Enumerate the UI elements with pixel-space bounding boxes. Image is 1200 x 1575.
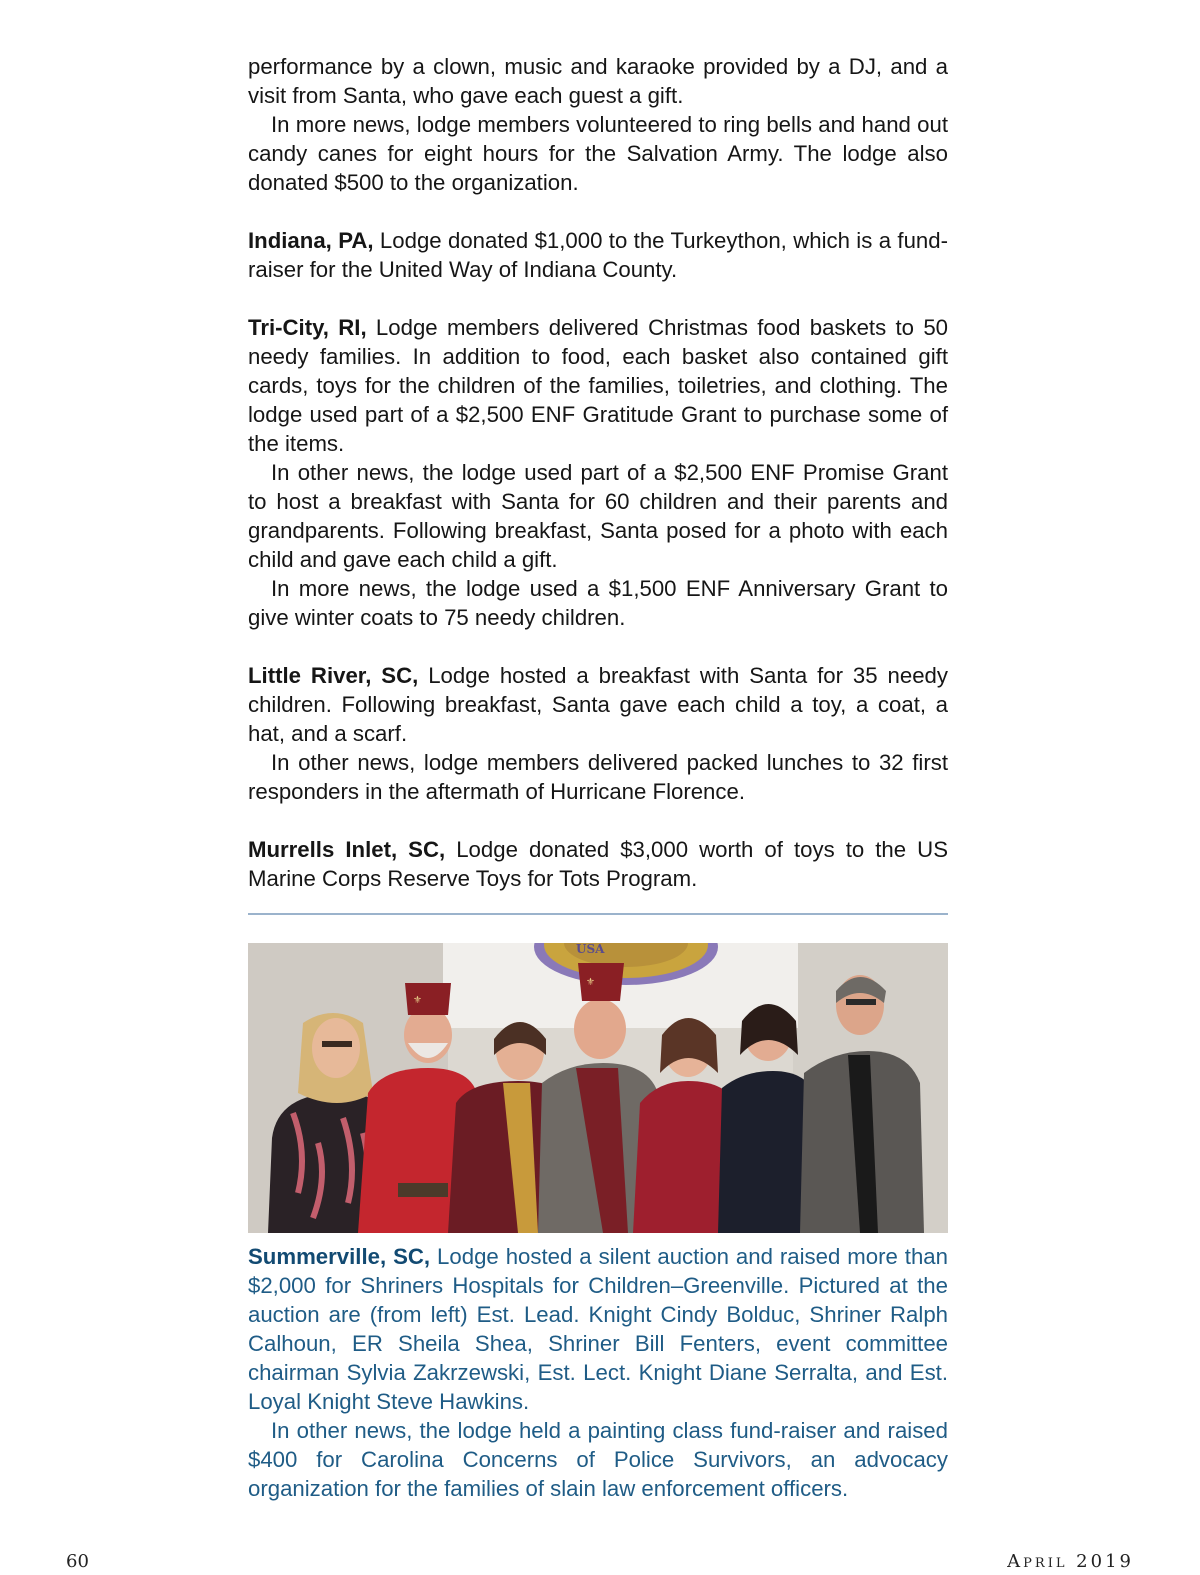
group-photo [248,943,948,1233]
lodge-name-murrells: Murrells Inlet, SC, [248,837,446,862]
caption-paragraph-2: In other news, the lodge held a painting class fund-raiser and raised $400 for Carolina Concerns of Police Survivors, an advocacy organization for the families of slain law enforcement officers. [248,1418,948,1501]
lodge-name-tricity: Tri-City, RI, [248,315,367,340]
item-murrells [248,835,948,893]
emblem-text: USA [576,943,605,956]
article-column [248,52,948,893]
lodge-name-littleriver: Little River, SC, [248,663,419,688]
svg-text:⚜: ⚜ [586,977,595,988]
section-divider [248,913,948,915]
item-indiana [248,226,948,284]
item-tricity [248,313,948,458]
intro-paragraph-2: In more news, lodge members volunteered to ring bells and hand out candy canes for eight hours for the Salvation Army. The lodge also donated $500 to the organization. [248,112,948,195]
item-littleriver-2: In other news, lodge members delivered packed lunches to 32 first responders in the aftermath of Hurricane Florence. [248,750,948,804]
svg-text:⚜: ⚜ [413,995,422,1006]
lodge-name-indiana: Indiana, PA, [248,228,374,253]
item-indiana-body: Lodge donated $1,000 to the Turkeython, which is a fund-raiser for the United Way of Indiana County. [248,228,948,282]
item-littleriver-body: Lodge hosted a breakfast with Santa for 35 needy children. Following breakfast, Santa gave each child a toy, a coat, a hat, and a scarf. [248,663,948,746]
intro-paragraph: performance by a clown, music and karaoke provided by a DJ, and a visit from Santa, who gave each guest a gift. [248,54,948,108]
issue-date: April 2019 [1007,1551,1134,1572]
item-murrells-body: Lodge donated $3,000 worth of toys to the US Marine Corps Reserve Toys for Tots Program. [248,837,948,891]
item-tricity-3: In more news, the lodge used a $1,500 ENF Anniversary Grant to give winter coats to 75 needy children. [248,576,948,630]
photo-caption [248,1242,948,1503]
item-littleriver [248,661,948,748]
page-number: 60 [66,1551,89,1572]
caption-paragraph [248,1242,948,1416]
item-tricity-body: Lodge members delivered Christmas food baskets to 50 needy families. In addition to food, each basket also contained gift cards, toys for the children of the families, toiletries, and clothing. The lodge used part of a $2,500 ENF Gratitude Grant to purchase some of the items. [248,315,948,456]
item-tricity-2: In other news, the lodge used part of a $2,500 ENF Promise Grant to host a breakfast with Santa for 60 children and their parents and grandparents. Following breakfast, Santa posed for a photo with each child and gave each child a gift. [248,460,948,572]
caption-body: Lodge hosted a silent auction and raised more than $2,000 for Shriners Hospitals for Children–Greenville. Pictured at the auction are (from left) Est. Lead. Knight Cindy Bolduc, Shriner Ralph Calhoun, ER Sheila Shea, Shriner Bill Fenters, event committee chairman Sylvia Zakrzewski, Est. Lect. Knight Diane Serralta, and Est. Loyal Knight Steve Hawkins. [248,1244,948,1414]
caption-lodge-name: Summerville, SC, [248,1244,431,1269]
